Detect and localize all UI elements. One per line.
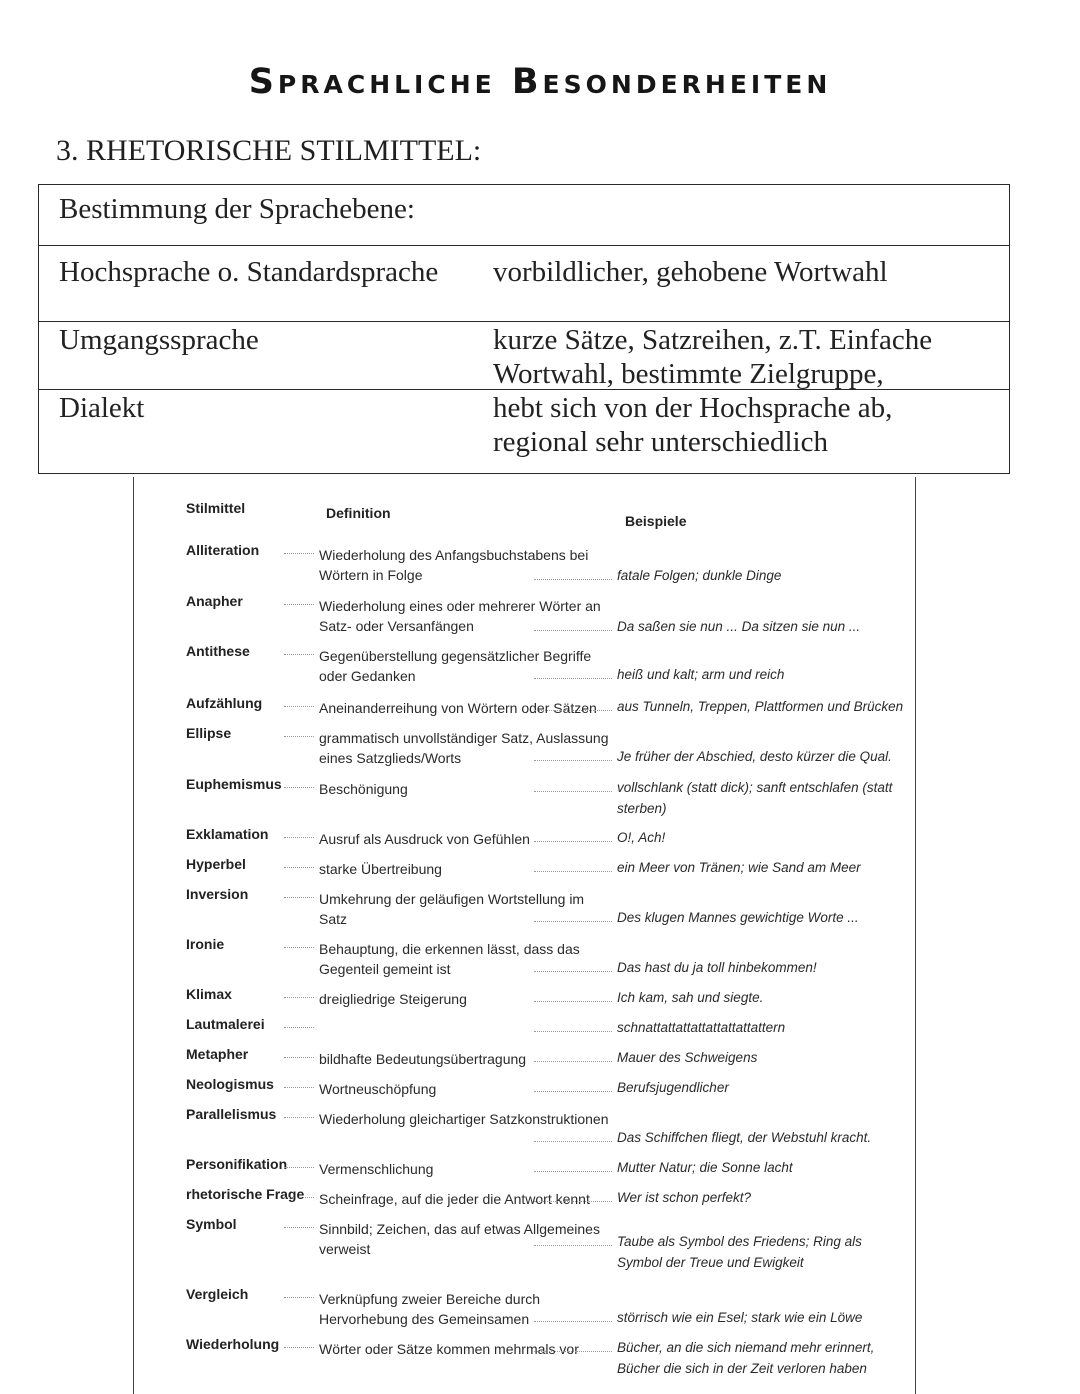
stilmittel-beispiel: Berufsjugendlicher bbox=[617, 1080, 729, 1095]
stilmittel-beispiel: Ich kam, sah und siegte. bbox=[617, 990, 764, 1005]
stilmittel-term: Alliteration bbox=[186, 542, 260, 558]
section-heading: 3. RHETORISCHE STILMITTEL: bbox=[56, 134, 482, 167]
stilmittel-definition: Wortneuschöpfung bbox=[319, 1081, 437, 1097]
stilmittel-term: Vergleich bbox=[186, 1286, 249, 1302]
sprachebene-term: Dialekt bbox=[59, 392, 145, 424]
dotted-leader bbox=[284, 947, 314, 948]
stilmittel-definition: Wörter oder Sätze kommen mehrmals vor bbox=[319, 1341, 579, 1357]
stilmittel-term: Personifikation bbox=[186, 1156, 288, 1172]
dotted-leader bbox=[534, 1031, 612, 1032]
stilmittel-term: Ellipse bbox=[186, 725, 232, 741]
stilmittel-term: Lautmalerei bbox=[186, 1016, 265, 1032]
stilmittel-definition: Gegenüberstellung gegensätzlicher Begriffe oder Gedanken bbox=[319, 648, 592, 684]
dotted-leader bbox=[534, 710, 612, 711]
dotted-leader bbox=[284, 897, 314, 898]
stilmittel-definition: Aneinanderreihung von Wörtern oder Sätzen bbox=[319, 700, 597, 716]
sprachebene-box bbox=[38, 184, 1010, 474]
stilmittel-beispiel: Taube als Symbol des Friedens; Ring als Symbol der Treue und Ewigkeit bbox=[617, 1234, 862, 1270]
stilmittel-term: Antithese bbox=[186, 643, 250, 659]
dotted-leader bbox=[284, 654, 314, 655]
stilmittel-beispiel: heiß und kalt; arm und reich bbox=[617, 667, 785, 682]
dotted-leader bbox=[534, 1061, 612, 1062]
sprachebene-term: Umgangssprache bbox=[59, 324, 259, 356]
dotted-leader bbox=[284, 1027, 314, 1028]
stilmittel-beispiel: vollschlank (statt dick); sanft entschlafen (statt sterben) bbox=[617, 780, 893, 816]
stilmittel-term: Neologismus bbox=[186, 1076, 274, 1092]
dotted-leader bbox=[284, 604, 314, 605]
stilmittel-definition: Vermenschlichung bbox=[319, 1161, 434, 1177]
dotted-leader bbox=[534, 630, 612, 631]
stilmittel-beispiel: störrisch wie ein Esel; stark wie ein Löwe bbox=[617, 1310, 863, 1325]
dotted-leader bbox=[284, 837, 314, 838]
stilmittel-definition: starke Übertreibung bbox=[319, 861, 442, 877]
column-header-beispiele: Beispiele bbox=[625, 513, 687, 529]
dotted-leader bbox=[534, 1201, 612, 1202]
column-header-definition: Definition bbox=[326, 505, 391, 521]
stilmittel-term: Inversion bbox=[186, 886, 249, 902]
stilmittel-definition: dreigliedrige Steigerung bbox=[319, 991, 467, 1007]
stilmittel-beispiel: Wer ist schon perfekt? bbox=[617, 1190, 752, 1205]
stilmittel-definition: Beschönigung bbox=[319, 781, 408, 797]
stilmittel-definition: Verknüpfung zweier Bereiche durch Hervorhebung des Gemeinsamen bbox=[319, 1291, 541, 1327]
dotted-leader bbox=[284, 736, 314, 737]
sprachebene-desc: vorbildlicher, gehobene Wortwahl bbox=[493, 256, 888, 288]
dotted-leader bbox=[284, 867, 314, 868]
dotted-leader bbox=[534, 791, 612, 792]
dotted-leader bbox=[534, 921, 612, 922]
dotted-leader bbox=[534, 1091, 612, 1092]
stilmittel-term: rhetorische Frage bbox=[186, 1186, 305, 1202]
dotted-leader bbox=[284, 1197, 314, 1198]
dotted-leader bbox=[534, 1351, 612, 1352]
column-header-stilmittel: Stilmittel bbox=[186, 500, 246, 516]
dotted-leader bbox=[284, 1347, 314, 1348]
stilmittel-term: Exklamation bbox=[186, 826, 269, 842]
sprachebene-term: Hochsprache o. Standardsprache bbox=[59, 256, 439, 288]
dotted-leader bbox=[534, 1245, 612, 1246]
page-title: Sprachliche Besonderheiten bbox=[248, 62, 832, 102]
stilmittel-definition: Behauptung, die erkennen lässt, dass das Gegenteil gemeint ist bbox=[319, 941, 580, 977]
stilmittel-term: Klimax bbox=[186, 986, 232, 1002]
dotted-leader bbox=[534, 1141, 612, 1142]
dotted-leader bbox=[534, 1321, 612, 1322]
dotted-leader bbox=[534, 841, 612, 842]
dotted-leader bbox=[284, 997, 314, 998]
dotted-leader bbox=[284, 1087, 314, 1088]
stilmittel-term: Parallelismus bbox=[186, 1106, 277, 1122]
stilmittel-beispiel: aus Tunneln, Treppen, Plattformen und Brücken bbox=[617, 699, 904, 714]
stilmittel-term: Aufzählung bbox=[186, 695, 263, 711]
stilmittel-table bbox=[133, 477, 916, 1394]
stilmittel-term: Symbol bbox=[186, 1216, 237, 1232]
dotted-leader bbox=[284, 787, 314, 788]
stilmittel-beispiel: Mutter Natur; die Sonne lacht bbox=[617, 1160, 793, 1175]
stilmittel-definition: Sinnbild; Zeichen, das auf etwas Allgemeines verweist bbox=[319, 1221, 600, 1257]
stilmittel-definition: grammatisch unvollständiger Satz, Auslassung eines Satzglieds/Worts bbox=[319, 730, 609, 766]
stilmittel-term: Anapher bbox=[186, 593, 243, 609]
sprachebene-desc: kurze Sätze, Satzreihen, z.T. Einfache Wortwahl, bestimmte Zielgruppe, bbox=[493, 324, 933, 390]
dotted-leader bbox=[284, 1117, 314, 1118]
dotted-leader bbox=[284, 1297, 314, 1298]
stilmittel-beispiel: O!, Ach! bbox=[617, 830, 666, 845]
stilmittel-beispiel: Da saßen sie nun ... Da sitzen sie nun ... bbox=[617, 619, 861, 634]
stilmittel-term: Hyperbel bbox=[186, 856, 246, 872]
stilmittel-term: Metapher bbox=[186, 1046, 249, 1062]
stilmittel-term: Ironie bbox=[186, 936, 225, 952]
stilmittel-definition: Scheinfrage, auf die jeder die Antwort kennt bbox=[319, 1191, 590, 1207]
stilmittel-beispiel: fatale Folgen; dunkle Dinge bbox=[617, 568, 782, 583]
stilmittel-definition: Umkehrung der geläufigen Wortstellung im Satz bbox=[319, 891, 585, 927]
dotted-leader bbox=[534, 1001, 612, 1002]
dotted-leader bbox=[534, 971, 612, 972]
stilmittel-term: Wiederholung bbox=[186, 1336, 280, 1352]
dotted-leader bbox=[534, 760, 612, 761]
stilmittel-beispiel: Je früher der Abschied, desto kürzer die Qual. bbox=[617, 749, 892, 764]
stilmittel-term: Euphemismus bbox=[186, 776, 282, 792]
stilmittel-definition: Ausruf als Ausdruck von Gefühlen bbox=[319, 831, 530, 847]
stilmittel-beispiel: ein Meer von Tränen; wie Sand am Meer bbox=[617, 860, 861, 875]
stilmittel-beispiel: Des klugen Mannes gewichtige Worte ... bbox=[617, 910, 859, 925]
sprachebene-heading: Bestimmung der Sprachebene: bbox=[59, 193, 415, 225]
divider bbox=[39, 321, 1009, 322]
stilmittel-definition: Wiederholung des Anfangsbuchstabens bei Wörtern in Folge bbox=[319, 547, 589, 583]
dotted-leader bbox=[284, 1057, 314, 1058]
stilmittel-beispiel: Das hast du ja toll hinbekommen! bbox=[617, 960, 817, 975]
dotted-leader bbox=[284, 553, 314, 554]
stilmittel-beispiel: schnattattattattattattattattern bbox=[617, 1020, 786, 1035]
stilmittel-beispiel: Bücher, an die sich niemand mehr erinnert, Bücher die sich in der Zeit verloren haben bbox=[617, 1340, 875, 1376]
dotted-leader bbox=[284, 1167, 314, 1168]
divider bbox=[39, 245, 1009, 246]
dotted-leader bbox=[534, 871, 612, 872]
dotted-leader bbox=[534, 579, 612, 580]
stilmittel-definition: bildhafte Bedeutungsübertragung bbox=[319, 1051, 527, 1067]
dotted-leader bbox=[284, 706, 314, 707]
divider bbox=[39, 389, 1009, 390]
dotted-leader bbox=[534, 1171, 612, 1172]
stilmittel-beispiel: Das Schiffchen fliegt, der Webstuhl kracht. bbox=[617, 1130, 872, 1145]
dotted-leader bbox=[284, 1227, 314, 1228]
stilmittel-beispiel: Mauer des Schweigens bbox=[617, 1050, 758, 1065]
sprachebene-desc: hebt sich von der Hochsprache ab, regional sehr unterschiedlich bbox=[493, 392, 893, 458]
stilmittel-definition: Wiederholung eines oder mehrerer Wörter an Satz- oder Versanfängen bbox=[319, 598, 601, 634]
stilmittel-definition: Wiederholung gleichartiger Satzkonstruktionen bbox=[319, 1111, 609, 1127]
dotted-leader bbox=[534, 678, 612, 679]
